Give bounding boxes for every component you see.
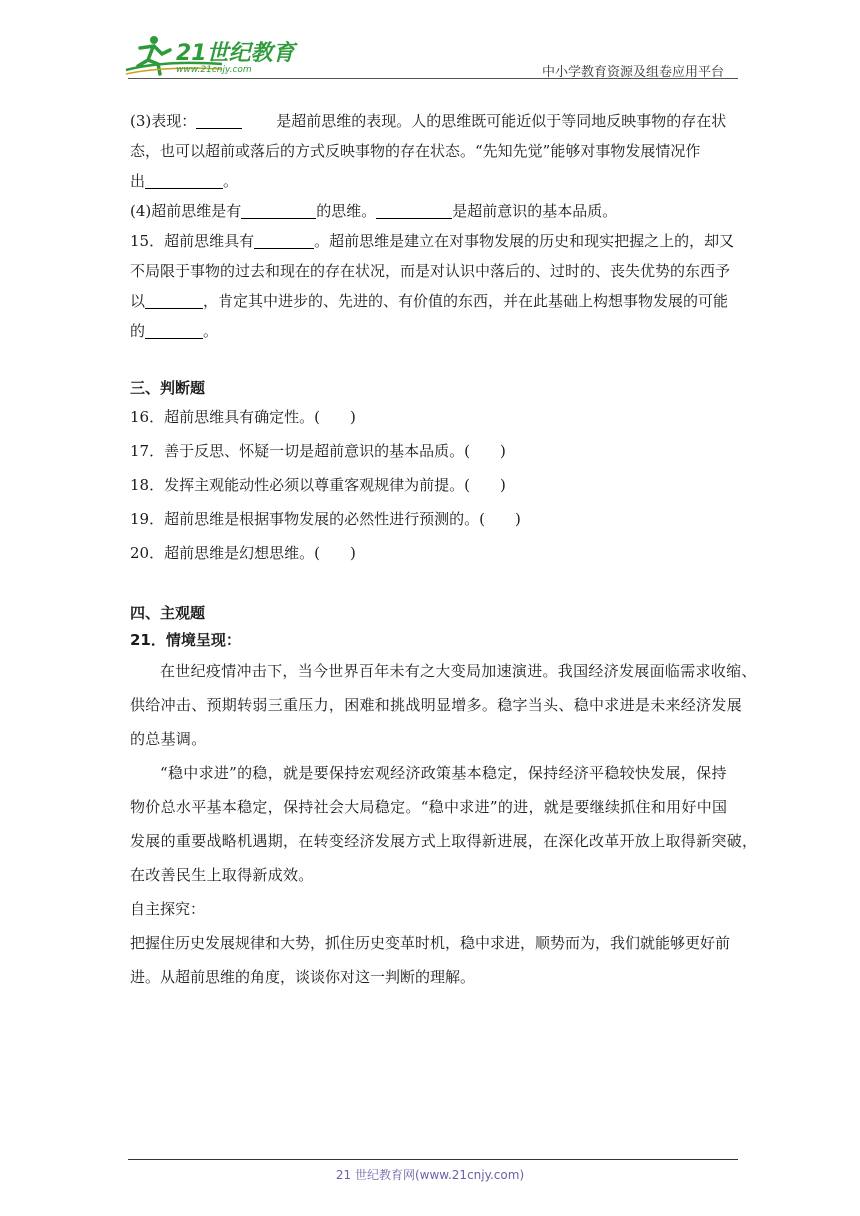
q15-line1: 15．超前思维具有 。超前思维是建立在对事物发展的历史和现实把握之上的，却又 (130, 232, 735, 250)
explore-question: 进。从超前思维的角度，谈谈你对这一判断的理解。 (130, 968, 476, 986)
site-logo[interactable] (124, 34, 324, 78)
judgment-question: 16．超前思维具有确定性。( ) (130, 408, 356, 426)
scenario-paragraph-2: 物价总水平基本稳定，保持社会大局稳定。“稳中求进”的进，就是要继续抓住和用好中国 (130, 798, 728, 816)
judgment-question: 18．发挥主观能动性必须以尊重客观规律为前提。( ) (130, 476, 506, 494)
q14-3-line2: 态，也可以超前或落后的方式反映事物的存在状态。“先知先觉”能够对事物发展情况作 (130, 142, 701, 160)
answer-blank[interactable] (145, 292, 203, 309)
scenario-paragraph-2: 发展的重要战略机遇期，在转变经济发展方式上取得新进展，在深化改革开放上取得新突破， (130, 832, 758, 850)
section-title-judgment: 三、判断题 (130, 379, 206, 397)
footer-link[interactable]: 21 世纪教育网(www.21cnjy.com) (335, 1168, 525, 1182)
q14-4-line: (4)超前思维是有 的思维。 是超前意识的基本品质。 (130, 202, 618, 220)
explore-label: 自主探究： (130, 900, 206, 918)
q14-3-line3: 出 。 (130, 172, 239, 190)
q14-3-line1: (3)表现： 是超前思维的表现。人的思维既可能近似于等同地反映事物的存在状 (130, 112, 727, 130)
header-divider (128, 78, 738, 79)
scenario-paragraph-1: 供给冲击、预期转弱三重压力，困难和挑战明显增多。稳字当头、稳中求进是未来经济发展 (130, 696, 743, 714)
answer-blank[interactable] (376, 202, 452, 219)
q21-label: 21．情境呈现： (130, 631, 241, 649)
answer-blank[interactable] (196, 112, 242, 129)
scenario-paragraph-1: 的总基调。 (130, 730, 207, 748)
judgment-question: 17．善于反思、怀疑一切是超前意识的基本品质。( ) (130, 442, 506, 460)
scenario-paragraph-2: “稳中求进”的稳，就是要保持宏观经济政策基本稳定，保持经济平稳较快发展，保持 (160, 764, 727, 782)
judgment-question: 20．超前思维是幻想思维。( ) (130, 544, 356, 562)
runner-logo-icon (124, 34, 324, 78)
answer-blank[interactable] (241, 202, 316, 219)
q15-line2: 不局限于事物的过去和现在的存在状况，而是对认识中落后的、过时的、丧失优势的东西予 (130, 262, 731, 280)
logo-url: www.21cnjy.com (176, 65, 252, 75)
explore-question: 把握住历史发展规律和大势，抓住历史变革时机，稳中求进，顺势而为，我们就能够更好前 (130, 934, 731, 952)
judgment-question: 19．超前思维是根据事物发展的必然性进行预测的。( ) (130, 510, 521, 528)
document-body (130, 106, 758, 994)
platform-name: 中小学教育资源及组卷应用平台 (541, 65, 724, 80)
page-header (0, 0, 860, 80)
logo-text: 21世纪教育 (176, 41, 295, 66)
footer-divider (128, 1159, 738, 1160)
answer-blank[interactable] (254, 232, 314, 249)
q15-line4: 的 。 (130, 322, 219, 340)
answer-blank[interactable] (145, 172, 223, 189)
scenario-paragraph-2: 在改善民生上取得新成效。 (130, 866, 314, 884)
scenario-paragraph-1: 在世纪疫情冲击下，当今世界百年未有之大变局加速演进。我国经济发展面临需求收缩、 (160, 662, 757, 680)
section-title-subjective: 四、主观题 (130, 604, 206, 622)
answer-blank[interactable] (145, 322, 203, 339)
q15-line3: 以 ，肯定其中进步的、先进的、有价值的东西，并在此基础上构想事物发展的可能 (130, 292, 729, 310)
